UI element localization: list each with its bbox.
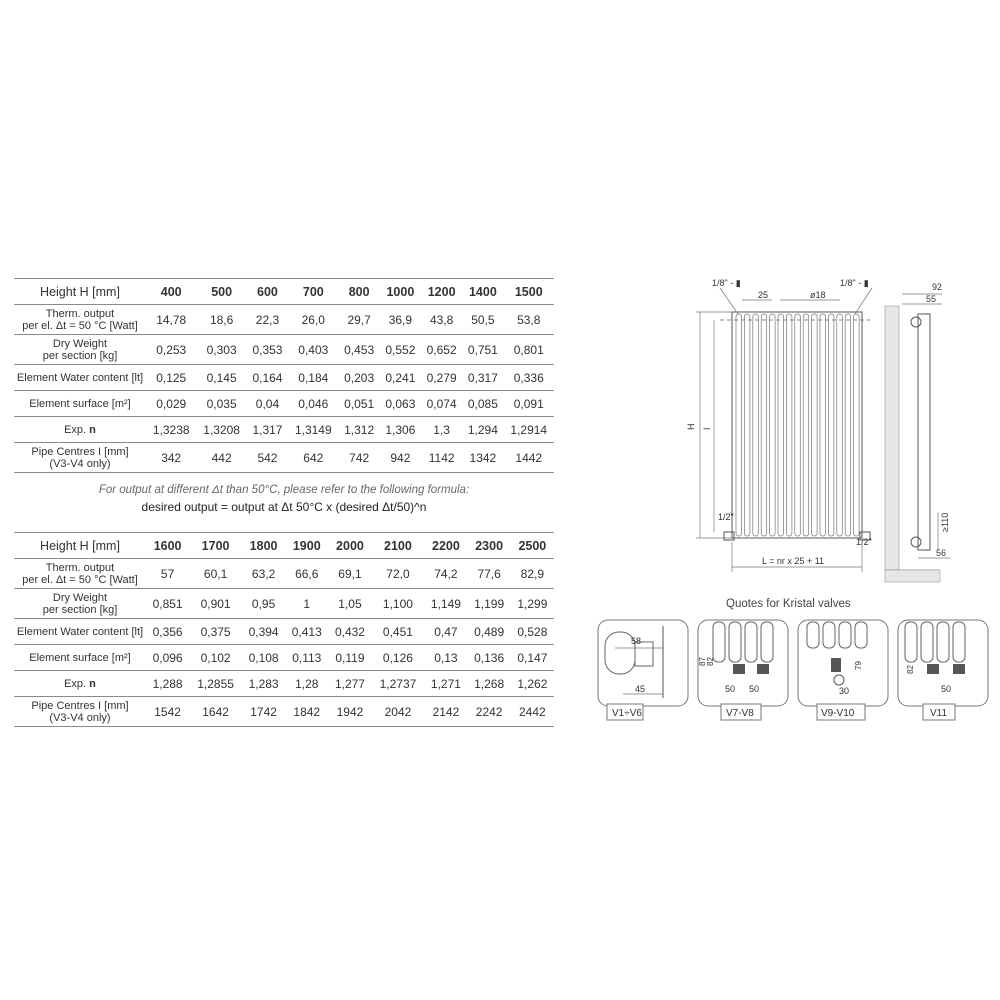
table-cell: 0,552: [380, 335, 421, 365]
row-label: Therm. output per el. Δt = 50 °C [Watt]: [14, 305, 146, 335]
table-cell: 74,2: [424, 559, 467, 589]
row-label: Exp. n: [14, 417, 146, 443]
table-cell: 1,3238: [146, 417, 196, 443]
table-cell: 0,528: [511, 619, 554, 645]
table-cell: 0,04: [247, 391, 288, 417]
table-cell: 700: [288, 279, 338, 305]
radiator-column: [761, 314, 767, 536]
table-cell: 0,108: [242, 645, 285, 671]
table-cell: 36,9: [380, 305, 421, 335]
table-cell: 0,394: [242, 619, 285, 645]
table-cell: 0,851: [146, 589, 189, 619]
table-cell: 1,262: [511, 671, 554, 697]
v7-dim-50b: 50: [749, 684, 760, 694]
row-label: Pipe Centres I [mm] (V3-V4 only): [14, 443, 146, 473]
table-cell: 0,451: [372, 619, 425, 645]
table-cell: 1,199: [468, 589, 511, 619]
row-label: Exp. n: [14, 671, 146, 697]
v11-dim-50: 50: [941, 684, 952, 694]
table-row: [14, 619, 554, 645]
table-cell: 77,6: [468, 559, 511, 589]
dim-I: I: [702, 427, 712, 430]
table-cell: 2042: [372, 697, 425, 727]
radiator-column: [736, 314, 742, 536]
table-cell: 0,063: [380, 391, 421, 417]
table-cell: 1742: [242, 697, 285, 727]
table-cell: 2300: [468, 533, 511, 559]
table-cell: 500: [196, 279, 246, 305]
table-cell: 0,801: [504, 335, 554, 365]
table-cell: 1,100: [372, 589, 425, 619]
table-cell: 1200: [421, 279, 462, 305]
table-cell: 442: [196, 443, 246, 473]
table-cell: 0,403: [288, 335, 338, 365]
table-row: [14, 559, 554, 589]
table-cell: 1,283: [242, 671, 285, 697]
table-cell: 542: [247, 443, 288, 473]
table-cell: 0,453: [339, 335, 380, 365]
table-cell: 1,271: [424, 671, 467, 697]
radiator-column: [820, 314, 826, 536]
table-cell: 1,317: [247, 417, 288, 443]
table-cell: 50,5: [462, 305, 503, 335]
table-row: [14, 443, 554, 473]
table-cell: 82,9: [511, 559, 554, 589]
row-label: Element Water content [lt]: [14, 619, 146, 645]
table-cell: 1,299: [511, 589, 554, 619]
valve-label-v7: V7-V8: [726, 708, 754, 719]
table-cell: 1900: [285, 533, 328, 559]
table-cell: 1342: [462, 443, 503, 473]
table-cell: 1942: [328, 697, 371, 727]
table-cell: 0,95: [242, 589, 285, 619]
table-cell: 26,0: [288, 305, 338, 335]
table-row: [14, 645, 554, 671]
table-cell: 1700: [189, 533, 242, 559]
table-cell: 0,375: [189, 619, 242, 645]
table-cell: 1,306: [380, 417, 421, 443]
valves-diagrams: [595, 618, 995, 728]
table-cell: 0,085: [462, 391, 503, 417]
table-cell: 0,279: [421, 365, 462, 391]
table-cell: 0,046: [288, 391, 338, 417]
table-cell: 342: [146, 443, 196, 473]
table-cell: 0,029: [146, 391, 196, 417]
radiator-column: [753, 314, 759, 536]
table-cell: 1,268: [468, 671, 511, 697]
table-cell: 60,1: [189, 559, 242, 589]
radiator-column: [854, 314, 860, 536]
table-cell: 0,145: [196, 365, 246, 391]
table-cell: 0,13: [424, 645, 467, 671]
radiator-drawing: [680, 270, 980, 590]
radiator-column: [812, 314, 818, 536]
v1-dim-45: 45: [635, 684, 646, 694]
table-cell: 1,2737: [372, 671, 425, 697]
table-cell: 72,0: [372, 559, 425, 589]
table-cell: 1,28: [285, 671, 328, 697]
table-cell: 1,277: [328, 671, 371, 697]
table-row: [14, 417, 554, 443]
side-55: 55: [926, 294, 937, 304]
radiator-column: [837, 314, 843, 536]
table-cell: 0,051: [339, 391, 380, 417]
table-cell: 57: [146, 559, 189, 589]
dim-H: H: [686, 423, 696, 430]
row-label: Element Water content [lt]: [14, 365, 146, 391]
table-cell: 1842: [285, 697, 328, 727]
valve-label-v9: V9-V10: [821, 708, 855, 719]
table-cell: 942: [380, 443, 421, 473]
table-cell: 1542: [146, 697, 189, 727]
row-label: Element surface [m²]: [14, 645, 146, 671]
table-cell: 0,102: [189, 645, 242, 671]
dim-25: 25: [758, 290, 769, 300]
table-cell: 0,074: [421, 391, 462, 417]
radiator-column: [778, 314, 784, 536]
v7-dim-87: 87: [698, 657, 707, 666]
conn-left: 1/2": [718, 512, 734, 522]
radiator-column: [786, 314, 792, 536]
table-cell: 0,317: [462, 365, 503, 391]
table-cell: 53,8: [504, 305, 554, 335]
table-cell: 1442: [504, 443, 554, 473]
table-cell: 0,164: [247, 365, 288, 391]
radiator-column: [795, 314, 801, 536]
conn-right: 1/2": [856, 537, 872, 547]
table-cell: 18,6: [196, 305, 246, 335]
table-cell: 0,353: [247, 335, 288, 365]
table-cell: 1600: [146, 533, 189, 559]
radiator-column: [828, 314, 834, 536]
table-cell: 1: [285, 589, 328, 619]
table-cell: 1,2914: [504, 417, 554, 443]
table-cell: 2200: [424, 533, 467, 559]
valve-label-v11: V11: [930, 708, 948, 719]
table-cell: 1,2855: [189, 671, 242, 697]
table-cell: 1400: [462, 279, 503, 305]
table-cell: 0,136: [468, 645, 511, 671]
table-row: [14, 305, 554, 335]
table-cell: 0,119: [328, 645, 371, 671]
table-cell: 2500: [511, 533, 554, 559]
table-row: [14, 365, 554, 391]
table-cell: 1500: [504, 279, 554, 305]
row-label: Dry Weight per section [kg]: [14, 589, 146, 619]
dim-L: L = nr x 25 + 11: [762, 556, 825, 566]
radiator-column: [845, 314, 851, 536]
table-cell: 0,203: [339, 365, 380, 391]
table-cell: 2442: [511, 697, 554, 727]
table-cell: 2142: [424, 697, 467, 727]
table-cell: 0,489: [468, 619, 511, 645]
table-cell: 0,751: [462, 335, 503, 365]
table-cell: 742: [339, 443, 380, 473]
valves-title: Quotes for Kristal valves: [726, 598, 851, 610]
table-cell: 1,294: [462, 417, 503, 443]
table-cell: 29,7: [339, 305, 380, 335]
table-cell: 1800: [242, 533, 285, 559]
table-row: [14, 589, 554, 619]
table-cell: 1642: [189, 697, 242, 727]
table-cell: 63,2: [242, 559, 285, 589]
table-cell: 0,147: [511, 645, 554, 671]
row-label: Height H [mm]: [14, 279, 146, 305]
table-row: [14, 335, 554, 365]
side-56: 56: [936, 548, 947, 558]
table-cell: 0,413: [285, 619, 328, 645]
table-cell: 0,113: [285, 645, 328, 671]
table-row: [14, 671, 554, 697]
thread-left-label: 1/8" - ▮: [712, 278, 741, 288]
valve-label-v1: V1÷V6: [612, 708, 642, 719]
table-cell: 0,652: [421, 335, 462, 365]
table-cell: 0,356: [146, 619, 189, 645]
table-cell: 1142: [421, 443, 462, 473]
table-cell: 2100: [372, 533, 425, 559]
dim-diameter: ø18: [810, 290, 826, 300]
table-cell: 1,05: [328, 589, 371, 619]
spec-table-2: [14, 532, 554, 727]
table-cell: 1,3149: [288, 417, 338, 443]
table-cell: 0,47: [424, 619, 467, 645]
table-cell: 400: [146, 279, 196, 305]
table-cell: 2242: [468, 697, 511, 727]
table-cell: 0,303: [196, 335, 246, 365]
table-cell: 800: [339, 279, 380, 305]
formula: desired output = output at Δt 50°C x (desired Δt/50)^n: [141, 500, 427, 514]
table-cell: 1,3: [421, 417, 462, 443]
table-cell: 43,8: [421, 305, 462, 335]
table-cell: 22,3: [247, 305, 288, 335]
table-cell: 2000: [328, 533, 371, 559]
side-110: ≥110: [940, 512, 950, 532]
table-cell: 1,149: [424, 589, 467, 619]
formula-note: For output at different Δt than 50°C, please refer to the following formula:: [98, 484, 470, 496]
row-label: Pipe Centres I [mm] (V3-V4 only): [14, 697, 146, 727]
table-cell: 0,035: [196, 391, 246, 417]
spec-table-1: [14, 278, 554, 473]
table-row: [14, 533, 554, 559]
thread-right-label: 1/8" - ▮: [840, 278, 869, 288]
row-label: Therm. output per el. Δt = 50 °C [Watt]: [14, 559, 146, 589]
table-cell: 0,901: [189, 589, 242, 619]
v7-dim-82: 82: [706, 657, 715, 666]
table-cell: 600: [247, 279, 288, 305]
table-row: [14, 391, 554, 417]
table-cell: 0,126: [372, 645, 425, 671]
v11-dim-82: 82: [906, 665, 915, 674]
radiator-column: [770, 314, 776, 536]
table-cell: 66,6: [285, 559, 328, 589]
row-label: Dry Weight per section [kg]: [14, 335, 146, 365]
radiator-column: [803, 314, 809, 536]
table-cell: 0,432: [328, 619, 371, 645]
table-cell: 1000: [380, 279, 421, 305]
v9-dim-79: 79: [854, 661, 863, 670]
v9-dim-30: 30: [839, 686, 850, 696]
table-cell: 69,1: [328, 559, 371, 589]
table-row: [14, 697, 554, 727]
radiator-column: [744, 314, 750, 536]
table-cell: 1,312: [339, 417, 380, 443]
table-cell: 0,241: [380, 365, 421, 391]
table-cell: 1,3208: [196, 417, 246, 443]
table-cell: 642: [288, 443, 338, 473]
table-cell: 1,288: [146, 671, 189, 697]
table-cell: 0,096: [146, 645, 189, 671]
v7-dim-50a: 50: [725, 684, 736, 694]
table-cell: 0,253: [146, 335, 196, 365]
row-label: Height H [mm]: [14, 533, 146, 559]
table-row: [14, 279, 554, 305]
table-cell: 14,78: [146, 305, 196, 335]
table-cell: 0,125: [146, 365, 196, 391]
row-label: Element surface [m²]: [14, 391, 146, 417]
side-92: 92: [932, 282, 943, 292]
table-cell: 0,184: [288, 365, 338, 391]
table-cell: 0,091: [504, 391, 554, 417]
table-cell: 0,336: [504, 365, 554, 391]
v1-dim-58: 58: [631, 636, 642, 646]
